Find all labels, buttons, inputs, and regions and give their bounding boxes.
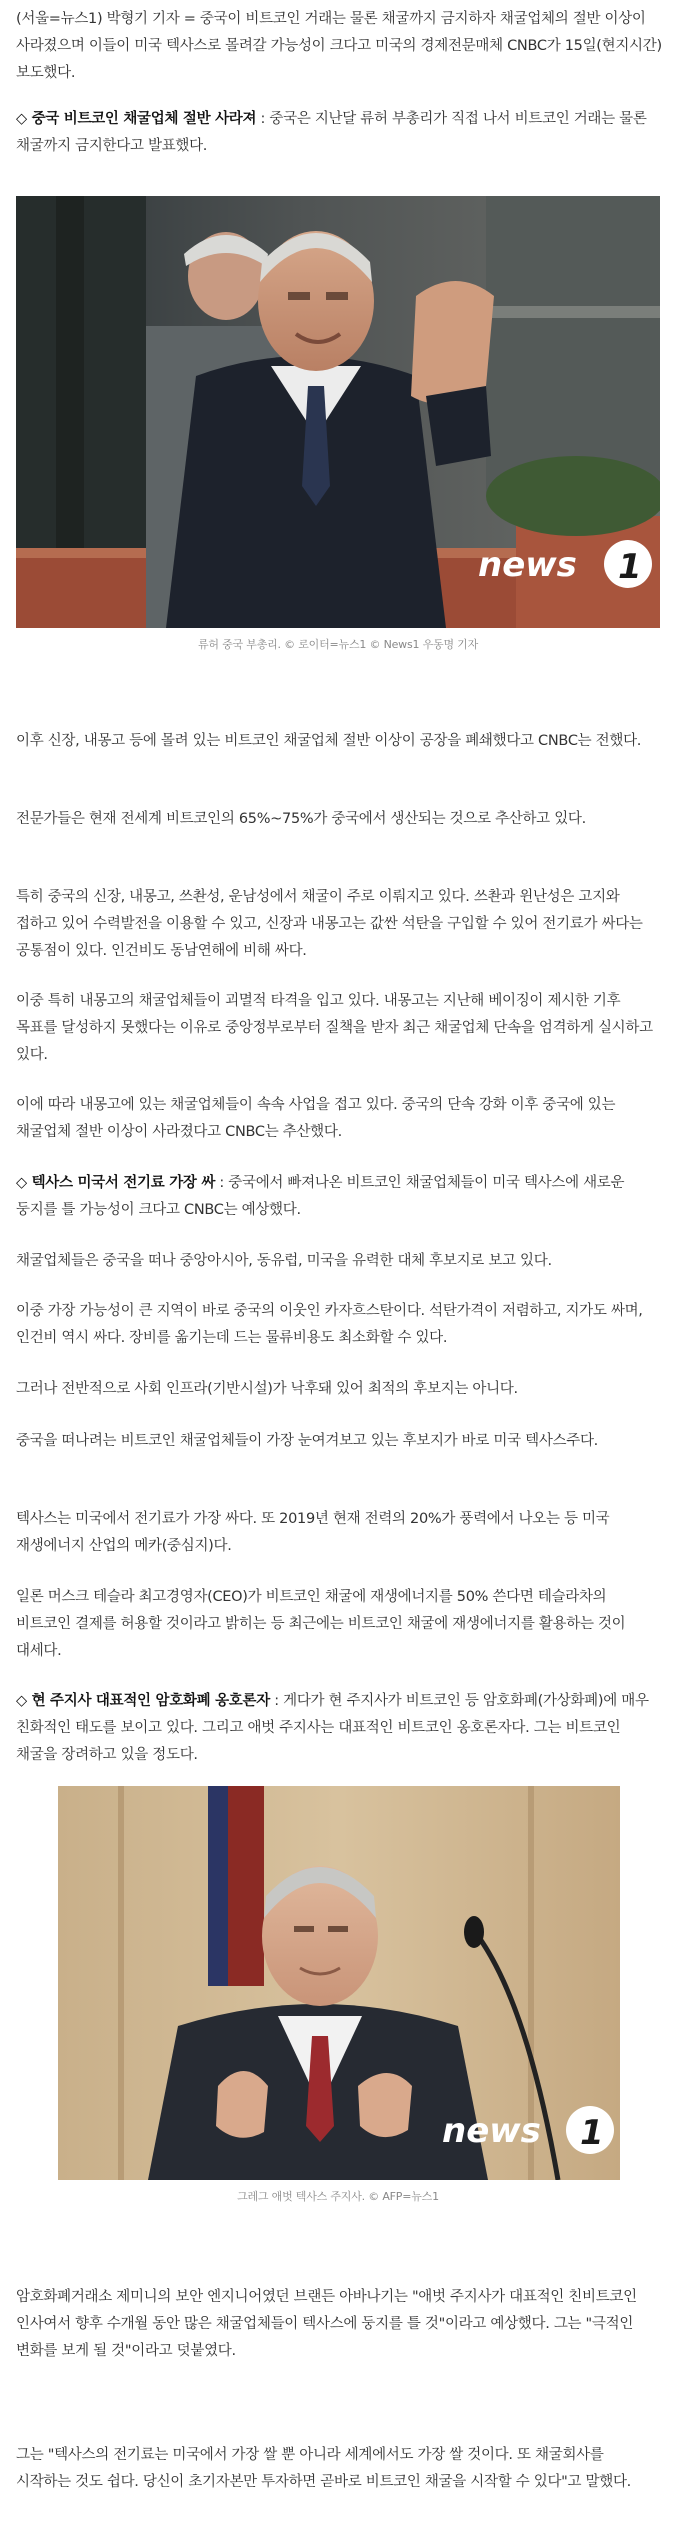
section-3	[16, 1688, 662, 1769]
paragraph: 중국을 떠나려는 비트코인 채굴업체들이 가장 눈여겨보고 있는 후보지가 바로 미국 텍사스주다.	[16, 1433, 598, 1449]
paragraph: 전문가들은 현재 전세계 비트코인의 65%~75%가 중국에서 생산되는 것으로 추산하고 있다.	[16, 811, 586, 827]
photo-caption: 그레그 애벗 텍사스 주지사. © AFP=뉴스1	[237, 2190, 439, 2203]
news1-watermark	[478, 540, 652, 588]
section-heading: ◇ 중국 비트코인 채굴업체 절반 사라져	[16, 111, 257, 127]
section-1	[16, 106, 662, 160]
paragraph: 특히 중국의 신장, 내몽고, 쓰촨성, 운남성에서 채굴이 주로 이뤄지고 있다. 쓰촨과 윈난성은 고지와 접하고 있어 수력발전을 이용할 수 있고, 신장과 내몽고는 값싼 석탄을 구입할 수 있어 전기료가 싸다는 공통점이 있다. 인건비도 동남연해에 비해 싸다.	[16, 889, 643, 959]
paragraph: 이후 신장, 내몽고 등에 몰려 있는 비트코인 채굴업체 절반 이상이 공장을 폐쇄했다고 CNBC는 전했다.	[16, 733, 642, 749]
svg-text:news: news	[478, 545, 577, 585]
news1-watermark	[442, 2106, 614, 2154]
section-heading: ◇ 텍사스 미국서 전기료 가장 싸	[16, 1175, 216, 1191]
paragraph: 이중 가장 가능성이 큰 지역이 바로 중국의 이웃인 카자흐스탄이다. 석탄가격이 저렴하고, 지가도 싸며, 인건비 역시 싸다. 장비를 옮기는데 드는 물류비용도 최소화할 수 있다.	[16, 1303, 643, 1346]
svg-text:1: 1	[618, 547, 642, 587]
section-heading: ◇ 현 주지사 대표적인 암호화폐 옹호론자	[16, 1693, 270, 1709]
paragraph: 텍사스는 미국에서 전기료가 가장 싸다. 또 2019년 현재 전력의 20%가 풍력에서 나오는 등 미국 재생에너지 산업의 메카(중심지)다.	[16, 1511, 610, 1554]
section-text: : 중국은 지난달 류허 부총리가 직접 나서 비트코인 거래는 물론 채굴까지 금지한다고 발표했다.	[16, 111, 647, 154]
photo-liu-he-image	[16, 196, 660, 628]
svg-text:1: 1	[580, 2113, 604, 2153]
photo-greg-abbott	[58, 1786, 620, 2180]
section-text: : 게다가 현 주지사가 비트코인 등 암호화폐(가상화폐)에 매우 친화적인 태도를 보이고 있다. 그리고 애벗 주지사는 대표적인 비트코인 옹호론자다. 그는 비트코인 채굴을 장려하고 있을 정도다.	[16, 1693, 649, 1763]
lead-paragraph: (서울=뉴스1) 박형기 기자 = 중국이 비트코인 거래는 물론 채굴까지 금지하자 채굴업체의 절반 이상이 사라졌으며 이들이 미국 텍사스로 몰려갈 가능성이 크다고 미국의 경제전문매체 CNBC가 15일(현지시간) 보도했다.	[16, 11, 662, 81]
paragraph: 이에 따라 내몽고에 있는 채굴업체들이 속속 사업을 접고 있다. 중국의 단속 강화 이후 중국에 있는 채굴업체 절반 이상이 사라졌다고 CNBC는 추산했다.	[16, 1097, 616, 1140]
section-2	[16, 1170, 662, 1224]
paragraph: 일론 머스크 테슬라 최고경영자(CEO)가 비트코인 채굴에 재생에너지를 50% 쓴다면 테슬라차의 비트코인 결제를 허용할 것이라고 밝히는 등 최근에는 비트코인 채굴에 재생에너지를 활용하는 것이 대세다.	[16, 1589, 626, 1659]
photo-caption: 류허 중국 부총리. © 로이터=뉴스1 © News1 우동명 기자	[197, 638, 479, 651]
paragraph: 채굴업체들은 중국을 떠나 중앙아시아, 동유럽, 미국을 유력한 대체 후보지로 보고 있다.	[16, 1253, 552, 1269]
photo-liu-he	[16, 196, 660, 628]
paragraph: 이중 특히 내몽고의 채굴업체들이 괴멸적 타격을 입고 있다. 내몽고는 지난해 베이징이 제시한 기후 목표를 달성하지 못했다는 이유로 중앙정부로부터 질책을 받자 최근 채굴업체 단속을 엄격하게 실시하고 있다.	[16, 993, 653, 1063]
section-text: : 중국에서 빠져나온 비트코인 채굴업체들이 미국 텍사스에 새로운 둥지를 틀 가능성이 크다고 CNBC는 예상했다.	[16, 1175, 625, 1218]
paragraph: 그는 "텍사스의 전기료는 미국에서 가장 쌀 뿐 아니라 세계에서도 가장 쌀 것이다. 또 채굴회사를 시작하는 것도 쉽다. 당신이 초기자본만 투자하면 곧바로 비트코인 채굴을 시작할 수 있다"고 말했다.	[16, 2447, 631, 2490]
photo-greg-abbott-image	[58, 1786, 620, 2180]
svg-text:news: news	[442, 2111, 541, 2151]
paragraph: 암호화폐거래소 제미니의 보안 엔지니어였던 브랜든 아바나기는 "애벗 주지사가 대표적인 친비트코인 인사여서 향후 수개월 동안 많은 채굴업체들이 텍사스에 둥지를 틀 것"이라고 예상했다. 그는 "극적인 변화를 보게 될 것"이라고 덧붙였다.	[16, 2289, 637, 2359]
paragraph: 그러나 전반적으로 사회 인프라(기반시설)가 낙후돼 있어 최적의 후보지는 아니다.	[16, 1381, 518, 1397]
